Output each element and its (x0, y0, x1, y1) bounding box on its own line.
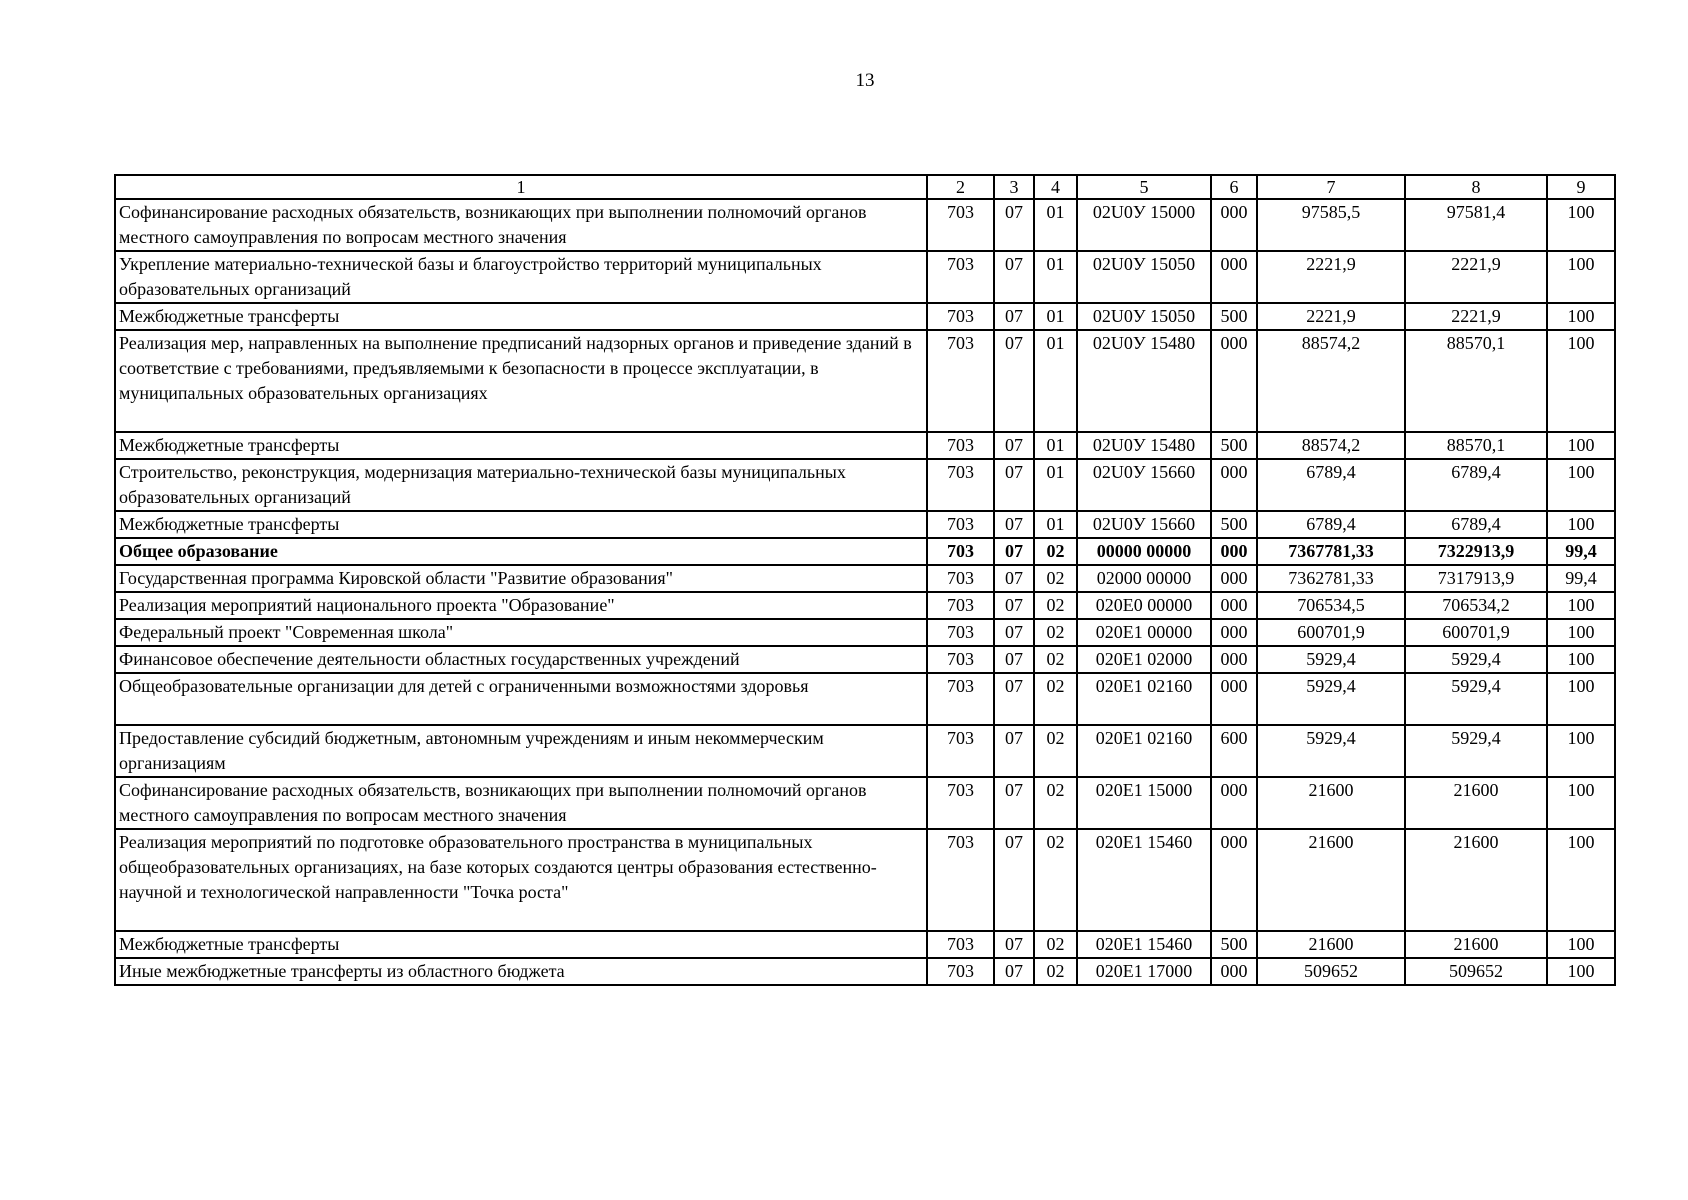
row-value-cell: 88570,1 (1405, 330, 1547, 432)
table-row (115, 459, 1615, 511)
table-row (115, 565, 1615, 592)
row-value-cell: 020E1 02160 (1077, 725, 1211, 777)
row-value-cell: 500 (1211, 931, 1257, 958)
row-value-cell: 07 (994, 646, 1034, 673)
row-value-cell: 000 (1211, 646, 1257, 673)
row-value-cell: 100 (1547, 673, 1615, 725)
row-name-cell: Государственная программа Кировской области "Развитие образования" (115, 565, 927, 592)
row-value-cell: 5929,4 (1257, 673, 1405, 725)
header-row (115, 175, 1615, 199)
table-row (115, 199, 1615, 251)
column-header: 2 (927, 175, 994, 199)
row-value-cell: 02 (1034, 592, 1077, 619)
row-value-cell: 02 (1034, 565, 1077, 592)
row-value-cell: 703 (927, 619, 994, 646)
row-value-cell: 02 (1034, 673, 1077, 725)
row-value-cell: 000 (1211, 538, 1257, 565)
row-value-cell: 88574,2 (1257, 432, 1405, 459)
row-value-cell: 100 (1547, 432, 1615, 459)
row-value-cell: 01 (1034, 251, 1077, 303)
row-value-cell: 020E1 02000 (1077, 646, 1211, 673)
table-row (115, 958, 1615, 985)
row-name-cell: Федеральный проект "Современная школа" (115, 619, 927, 646)
row-value-cell: 02U0У 15480 (1077, 432, 1211, 459)
row-value-cell: 703 (927, 251, 994, 303)
table-row (115, 251, 1615, 303)
row-value-cell: 02 (1034, 958, 1077, 985)
row-value-cell: 7362781,33 (1257, 565, 1405, 592)
row-value-cell: 703 (927, 673, 994, 725)
row-value-cell: 000 (1211, 330, 1257, 432)
row-value-cell: 500 (1211, 303, 1257, 330)
row-value-cell: 02U0У 15480 (1077, 330, 1211, 432)
row-value-cell: 703 (927, 432, 994, 459)
row-value-cell: 500 (1211, 432, 1257, 459)
row-value-cell: 01 (1034, 303, 1077, 330)
row-value-cell: 07 (994, 565, 1034, 592)
row-value-cell: 703 (927, 958, 994, 985)
table-row (115, 931, 1615, 958)
row-value-cell: 020E1 00000 (1077, 619, 1211, 646)
row-name-cell: Строительство, реконструкция, модернизация материально-технической базы муниципальных образовательных организаций (115, 459, 927, 511)
row-value-cell: 703 (927, 511, 994, 538)
row-value-cell: 703 (927, 829, 994, 931)
row-value-cell: 509652 (1405, 958, 1547, 985)
row-name-cell: Иные межбюджетные трансферты из областного бюджета (115, 958, 927, 985)
table-row (115, 619, 1615, 646)
row-value-cell: 6789,4 (1405, 459, 1547, 511)
row-value-cell: 97581,4 (1405, 199, 1547, 251)
row-value-cell: 000 (1211, 459, 1257, 511)
row-value-cell: 2221,9 (1405, 251, 1547, 303)
row-value-cell: 020E1 02160 (1077, 673, 1211, 725)
row-name-cell: Межбюджетные трансферты (115, 303, 927, 330)
row-value-cell: 100 (1547, 199, 1615, 251)
row-value-cell: 703 (927, 592, 994, 619)
row-value-cell: 100 (1547, 619, 1615, 646)
row-name-cell: Финансовое обеспечение деятельности областных государственных учреждений (115, 646, 927, 673)
row-value-cell: 703 (927, 199, 994, 251)
row-value-cell: 02000 00000 (1077, 565, 1211, 592)
row-value-cell: 02U0У 15660 (1077, 459, 1211, 511)
table-row (115, 303, 1615, 330)
row-value-cell: 02U0У 15000 (1077, 199, 1211, 251)
table-body (115, 199, 1615, 985)
row-value-cell: 07 (994, 538, 1034, 565)
row-value-cell: 07 (994, 777, 1034, 829)
row-value-cell: 02 (1034, 777, 1077, 829)
page-number: 13 (855, 70, 875, 91)
row-value-cell: 01 (1034, 432, 1077, 459)
row-value-cell: 703 (927, 931, 994, 958)
row-value-cell: 100 (1547, 330, 1615, 432)
row-value-cell: 7322913,9 (1405, 538, 1547, 565)
table-row (115, 646, 1615, 673)
row-value-cell: 500 (1211, 511, 1257, 538)
row-value-cell: 21600 (1405, 829, 1547, 931)
row-value-cell: 000 (1211, 251, 1257, 303)
row-value-cell: 02 (1034, 619, 1077, 646)
row-value-cell: 01 (1034, 330, 1077, 432)
row-value-cell: 07 (994, 511, 1034, 538)
row-name-cell: Общеобразовательные организации для детей с ограниченными возможностями здоровья (115, 673, 927, 725)
row-name-cell: Реализация мероприятий национального проекта "Образование" (115, 592, 927, 619)
row-value-cell: 100 (1547, 511, 1615, 538)
row-value-cell: 703 (927, 725, 994, 777)
row-value-cell: 100 (1547, 459, 1615, 511)
column-header: 6 (1211, 175, 1257, 199)
row-value-cell: 07 (994, 459, 1034, 511)
row-value-cell: 2221,9 (1257, 303, 1405, 330)
row-value-cell: 000 (1211, 958, 1257, 985)
row-value-cell: 02U0У 15050 (1077, 251, 1211, 303)
row-name-cell: Софинансирование расходных обязательств, возникающих при выполнении полномочий органов местного самоуправления по вопросам местного значения (115, 777, 927, 829)
row-value-cell: 07 (994, 592, 1034, 619)
row-value-cell: 703 (927, 330, 994, 432)
row-name-cell: Общее образование (115, 538, 927, 565)
row-name-cell: Предоставление субсидий бюджетным, автономным учреждениям и иным некоммерческим организациям (115, 725, 927, 777)
row-value-cell: 600701,9 (1257, 619, 1405, 646)
row-value-cell: 000 (1211, 592, 1257, 619)
row-value-cell: 07 (994, 931, 1034, 958)
row-value-cell: 21600 (1257, 829, 1405, 931)
row-value-cell: 6789,4 (1257, 459, 1405, 511)
row-name-cell: Реализация мер, направленных на выполнение предписаний надзорных органов и приведение зданий в соответствие с требованиями, предъявляемыми к безопасности в процессе эксплуатации, в муниципальных образовательных организациях (115, 330, 927, 432)
row-value-cell: 020E1 17000 (1077, 958, 1211, 985)
column-header: 1 (115, 175, 927, 199)
row-value-cell: 07 (994, 199, 1034, 251)
row-value-cell: 000 (1211, 777, 1257, 829)
row-name-cell: Межбюджетные трансферты (115, 432, 927, 459)
row-value-cell: 703 (927, 777, 994, 829)
row-name-cell: Софинансирование расходных обязательств, возникающих при выполнении полномочий органов местного самоуправления по вопросам местного значения (115, 199, 927, 251)
row-value-cell: 02 (1034, 646, 1077, 673)
row-value-cell: 02U0У 15050 (1077, 303, 1211, 330)
table-row (115, 592, 1615, 619)
row-value-cell: 5929,4 (1405, 673, 1547, 725)
row-value-cell: 100 (1547, 931, 1615, 958)
table-row (115, 330, 1615, 432)
column-header: 7 (1257, 175, 1405, 199)
row-value-cell: 07 (994, 958, 1034, 985)
row-name-cell: Межбюджетные трансферты (115, 931, 927, 958)
row-value-cell: 07 (994, 251, 1034, 303)
row-value-cell: 000 (1211, 199, 1257, 251)
row-value-cell: 21600 (1257, 777, 1405, 829)
row-value-cell: 7317913,9 (1405, 565, 1547, 592)
row-value-cell: 100 (1547, 958, 1615, 985)
row-value-cell: 100 (1547, 646, 1615, 673)
row-value-cell: 100 (1547, 777, 1615, 829)
row-value-cell: 02 (1034, 931, 1077, 958)
row-value-cell: 600701,9 (1405, 619, 1547, 646)
row-name-cell: Межбюджетные трансферты (115, 511, 927, 538)
row-value-cell: 100 (1547, 251, 1615, 303)
row-value-cell: 2221,9 (1405, 303, 1547, 330)
table-row (115, 829, 1615, 931)
budget-table (114, 174, 1616, 986)
column-header: 3 (994, 175, 1034, 199)
row-value-cell: 020E1 15000 (1077, 777, 1211, 829)
row-value-cell: 5929,4 (1405, 646, 1547, 673)
row-value-cell: 5929,4 (1405, 725, 1547, 777)
row-value-cell: 6789,4 (1405, 511, 1547, 538)
column-header: 9 (1547, 175, 1615, 199)
row-value-cell: 02U0У 15660 (1077, 511, 1211, 538)
column-header: 4 (1034, 175, 1077, 199)
row-value-cell: 6789,4 (1257, 511, 1405, 538)
table-row (115, 725, 1615, 777)
row-value-cell: 100 (1547, 303, 1615, 330)
row-value-cell: 02 (1034, 829, 1077, 931)
row-value-cell: 000 (1211, 829, 1257, 931)
row-value-cell: 020E1 15460 (1077, 931, 1211, 958)
row-value-cell: 88574,2 (1257, 330, 1405, 432)
row-value-cell: 5929,4 (1257, 646, 1405, 673)
row-value-cell: 88570,1 (1405, 432, 1547, 459)
row-value-cell: 07 (994, 330, 1034, 432)
row-value-cell: 21600 (1405, 777, 1547, 829)
row-name-cell: Реализация мероприятий по подготовке образовательного пространства в муниципальных общеобразовательных организациях, на базе которых создаются центры образования естественно-научной и технологической направленности "Точка роста" (115, 829, 927, 931)
column-header: 8 (1405, 175, 1547, 199)
row-value-cell: 020E1 15460 (1077, 829, 1211, 931)
row-value-cell: 02 (1034, 725, 1077, 777)
row-value-cell: 00000 00000 (1077, 538, 1211, 565)
table-row (115, 432, 1615, 459)
row-value-cell: 100 (1547, 829, 1615, 931)
table-row (115, 538, 1615, 565)
row-value-cell: 2221,9 (1257, 251, 1405, 303)
table-row (115, 777, 1615, 829)
row-value-cell: 02 (1034, 538, 1077, 565)
row-value-cell: 07 (994, 829, 1034, 931)
row-value-cell: 100 (1547, 725, 1615, 777)
row-value-cell: 100 (1547, 592, 1615, 619)
row-value-cell: 703 (927, 459, 994, 511)
row-value-cell: 703 (927, 646, 994, 673)
row-value-cell: 020E0 00000 (1077, 592, 1211, 619)
row-value-cell: 706534,2 (1405, 592, 1547, 619)
row-value-cell: 07 (994, 725, 1034, 777)
row-value-cell: 000 (1211, 619, 1257, 646)
row-value-cell: 01 (1034, 511, 1077, 538)
row-value-cell: 99,4 (1547, 565, 1615, 592)
table-row (115, 673, 1615, 725)
row-value-cell: 000 (1211, 673, 1257, 725)
row-value-cell: 97585,5 (1257, 199, 1405, 251)
row-value-cell: 703 (927, 538, 994, 565)
row-value-cell: 703 (927, 303, 994, 330)
row-value-cell: 01 (1034, 199, 1077, 251)
row-value-cell: 509652 (1257, 958, 1405, 985)
row-value-cell: 07 (994, 303, 1034, 330)
table-row (115, 511, 1615, 538)
row-name-cell: Укрепление материально-технической базы и благоустройство территорий муниципальных образовательных организаций (115, 251, 927, 303)
row-value-cell: 07 (994, 673, 1034, 725)
row-value-cell: 21600 (1405, 931, 1547, 958)
column-header: 5 (1077, 175, 1211, 199)
row-value-cell: 07 (994, 432, 1034, 459)
row-value-cell: 7367781,33 (1257, 538, 1405, 565)
row-value-cell: 99,4 (1547, 538, 1615, 565)
row-value-cell: 706534,5 (1257, 592, 1405, 619)
row-value-cell: 21600 (1257, 931, 1405, 958)
row-value-cell: 5929,4 (1257, 725, 1405, 777)
row-value-cell: 01 (1034, 459, 1077, 511)
row-value-cell: 000 (1211, 565, 1257, 592)
row-value-cell: 703 (927, 565, 994, 592)
row-value-cell: 600 (1211, 725, 1257, 777)
row-value-cell: 07 (994, 619, 1034, 646)
